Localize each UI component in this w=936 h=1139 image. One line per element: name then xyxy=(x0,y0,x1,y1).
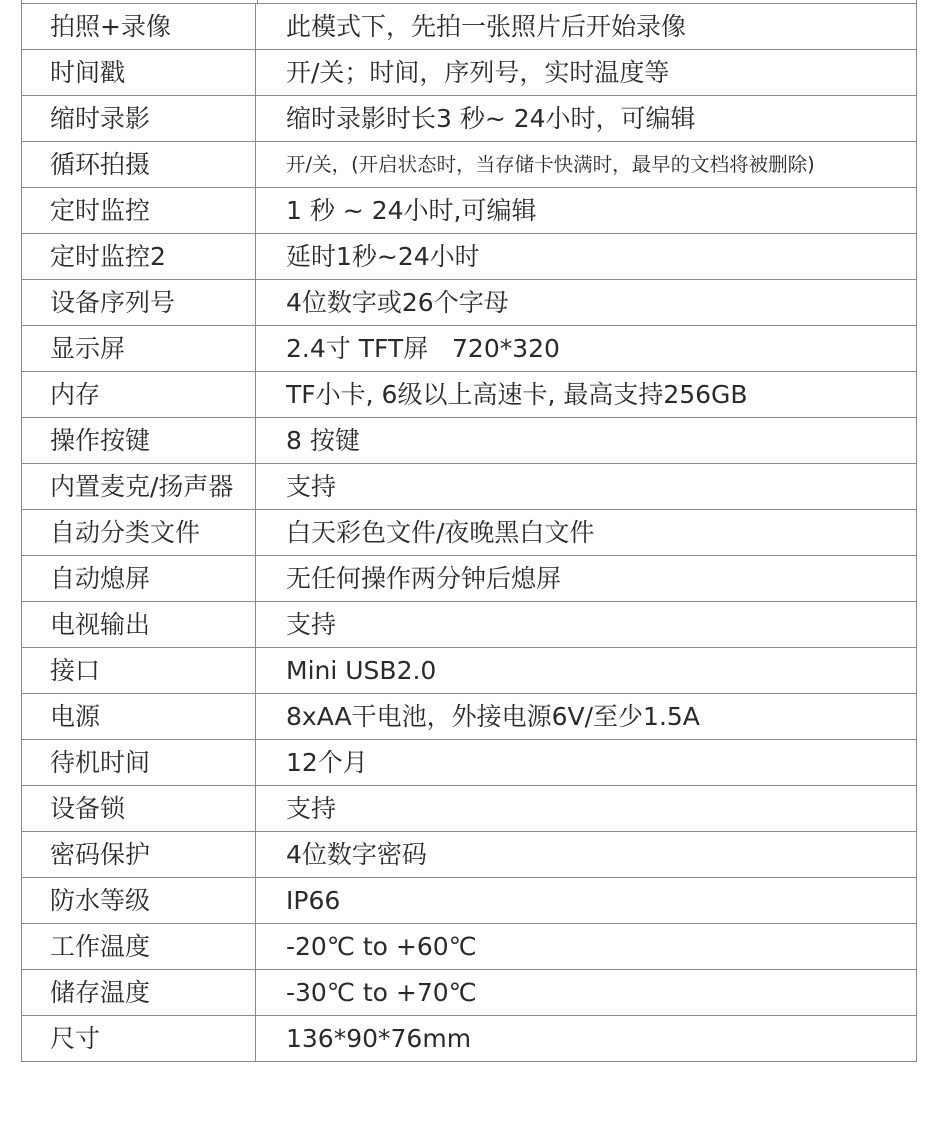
spec-label: 设备序列号 xyxy=(22,280,256,326)
spec-table xyxy=(21,3,917,1062)
spec-label: 设备锁 xyxy=(22,786,256,832)
spec-label: 待机时间 xyxy=(22,740,256,786)
spec-value: IP66 xyxy=(256,878,917,924)
table-row xyxy=(22,372,917,418)
table-row xyxy=(22,602,917,648)
spec-value: 12个月 xyxy=(256,740,917,786)
spec-label: 储存温度 xyxy=(22,970,256,1016)
table-row xyxy=(22,924,917,970)
spec-label: 电视输出 xyxy=(22,602,256,648)
table-row xyxy=(22,694,917,740)
table-row xyxy=(22,970,917,1016)
spec-value: 4位数字或26个字母 xyxy=(256,280,917,326)
spec-value: 无任何操作两分钟后熄屏 xyxy=(256,556,917,602)
spec-value: 8xAA干电池，外接电源6V/至少1.5A xyxy=(256,694,917,740)
spec-label: 工作温度 xyxy=(22,924,256,970)
spec-value: 开/关，(开启状态时，当存储卡快满时，最早的文档将被删除) xyxy=(256,142,917,188)
spec-value: 开/关；时间，序列号，实时温度等 xyxy=(256,50,917,96)
spec-value: Mini USB2.0 xyxy=(256,648,917,694)
table-row xyxy=(22,50,917,96)
table-row xyxy=(22,142,917,188)
spec-value: 延时1秒~24小时 xyxy=(256,234,917,280)
spec-label: 拍照+录像 xyxy=(22,4,256,50)
spec-value: 4位数字密码 xyxy=(256,832,917,878)
spec-value: 2.4寸 TFT屏 720*320 xyxy=(256,326,917,372)
table-row xyxy=(22,464,917,510)
spec-label: 内置麦克/扬声器 xyxy=(22,464,256,510)
spec-label: 尺寸 xyxy=(22,1016,256,1062)
spec-label: 时间戳 xyxy=(22,50,256,96)
spec-value: 支持 xyxy=(256,786,917,832)
spec-value: -30℃ to +70℃ xyxy=(256,970,917,1016)
spec-value: 支持 xyxy=(256,464,917,510)
spec-label: 缩时录影 xyxy=(22,96,256,142)
table-row xyxy=(22,510,917,556)
spec-value: TF小卡, 6级以上高速卡, 最高支持256GB xyxy=(256,372,917,418)
table-row xyxy=(22,326,917,372)
table-row xyxy=(22,234,917,280)
spec-label: 电源 xyxy=(22,694,256,740)
spec-label: 密码保护 xyxy=(22,832,256,878)
spec-label: 接口 xyxy=(22,648,256,694)
spec-label: 操作按键 xyxy=(22,418,256,464)
table-row xyxy=(22,786,917,832)
spec-value: 缩时录影时长3 秒~ 24小时，可编辑 xyxy=(256,96,917,142)
spec-value: 8 按键 xyxy=(256,418,917,464)
table-row xyxy=(22,4,917,50)
spec-table-body xyxy=(22,4,917,1062)
spec-label: 内存 xyxy=(22,372,256,418)
spec-label: 循环拍摄 xyxy=(22,142,256,188)
table-row xyxy=(22,648,917,694)
table-row xyxy=(22,188,917,234)
table-row xyxy=(22,418,917,464)
spec-label: 定时监控2 xyxy=(22,234,256,280)
spec-value: 支持 xyxy=(256,602,917,648)
table-row xyxy=(22,740,917,786)
spec-value: 136*90*76mm xyxy=(256,1016,917,1062)
table-row xyxy=(22,878,917,924)
table-row xyxy=(22,832,917,878)
spec-label: 显示屏 xyxy=(22,326,256,372)
spec-value: 此模式下，先拍一张照片后开始录像 xyxy=(256,4,917,50)
table-row xyxy=(22,556,917,602)
spec-label: 自动熄屏 xyxy=(22,556,256,602)
table-row xyxy=(22,280,917,326)
spec-label: 防水等级 xyxy=(22,878,256,924)
spec-label: 定时监控 xyxy=(22,188,256,234)
spec-label: 自动分类文件 xyxy=(22,510,256,556)
spec-value: 白天彩色文件/夜晚黑白文件 xyxy=(256,510,917,556)
table-row xyxy=(22,96,917,142)
spec-value: 1 秒 ~ 24小时,可编辑 xyxy=(256,188,917,234)
spec-value: -20℃ to +60℃ xyxy=(256,924,917,970)
table-row xyxy=(22,1016,917,1062)
